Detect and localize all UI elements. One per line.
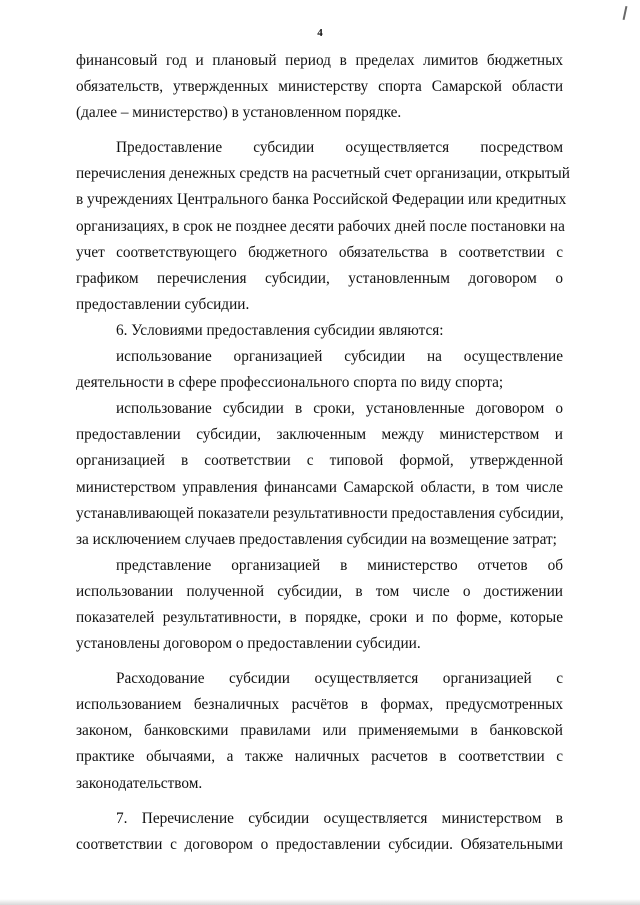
section-heading: 7. Перечисление субсидии осуществляется министерством в	[116, 809, 563, 827]
text-line: Расходование субсидии осуществляется организацией с	[116, 670, 563, 688]
text-line: перечисления денежных средств на расчетный счет организации, открытый	[76, 165, 570, 183]
scan-mark	[623, 6, 628, 20]
text-line: финансовый год и плановый период в пределах лимитов бюджетных	[76, 52, 563, 69]
text-line: организациях, в срок не позднее десяти рабочих дней после постановки на	[76, 217, 565, 235]
text-line: предоставлении субсидии, заключенным между министерством и	[76, 426, 563, 444]
page-number: 4	[317, 27, 323, 39]
text-line: графиком перечисления субсидии, установленным договором о	[76, 269, 563, 287]
text-line: законодательством.	[76, 774, 203, 792]
text-line: деятельности в сфере профессионального спорта по виду спорта;	[76, 374, 504, 392]
text-line: установлены договором о предоставлении субсидии.	[76, 635, 421, 653]
text-line: обязательств, утвержденных министерству спорта Самарской области	[76, 78, 563, 96]
text-line: показателей результативности, в порядке, сроки и по форме, которые	[76, 608, 563, 626]
text-line: законом, банковскими правилами или применяемыми в банковской	[76, 722, 563, 740]
text-line: в учреждениях Центрального банка Российской Федерации или кредитных	[76, 191, 567, 209]
text-line: устанавливающей показатели результативности предоставления субсидии,	[76, 504, 564, 522]
text-line: использовании полученной субсидии, в том числе о достижении	[76, 582, 563, 600]
text-line: практике обычаями, а также наличных расчетов в соответствии с	[76, 748, 563, 766]
text-line: предоставлении субсидии.	[76, 295, 250, 313]
text-line: учет соответствующего бюджетного обязательства в соответствии с	[76, 243, 563, 261]
text-line: представление организацией в министерство отчетов об	[116, 556, 563, 574]
page-bottom-edge	[0, 899, 640, 905]
text-line: (далее – министерство) в установленном порядке.	[76, 104, 402, 122]
text-line: организацией в соответствии с типовой формой, утвержденной	[76, 452, 563, 470]
section-heading: 6. Условиями предоставления субсидии являются:	[116, 321, 444, 339]
text-line: использование организацией субсидии на осуществление	[116, 348, 563, 366]
text-line: Предоставление субсидии осуществляется посредством	[116, 139, 563, 157]
text-line: министерством управления финансами Самарской области, в том числе	[76, 478, 563, 496]
text-line: использованием безналичных расчётов в формах, предусмотренных	[76, 696, 563, 714]
text-line: использование субсидии в сроки, установленные договором о	[116, 400, 563, 418]
text-line: за исключением случаев предоставления субсидии на возмещение затрат;	[76, 530, 557, 548]
document-body	[76, 48, 570, 858]
text-line: соответствии с договором о предоставлении субсидии. Обязательными	[76, 835, 563, 853]
